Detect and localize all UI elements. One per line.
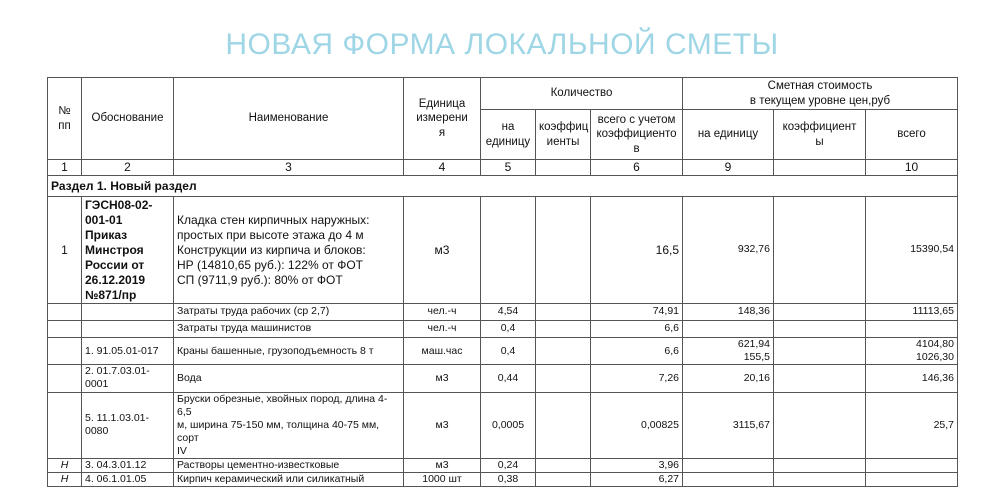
col-number: 4 bbox=[404, 160, 481, 176]
row-c-per-unit: 621,94 155,5 bbox=[683, 338, 774, 365]
header-q-total: всего с учетом коэффициенто в bbox=[591, 110, 683, 160]
row-q-coef bbox=[536, 304, 591, 321]
row-q-total: 6,6 bbox=[591, 321, 683, 338]
row-q-coef bbox=[536, 473, 591, 487]
row-c-coef bbox=[774, 338, 866, 365]
row-name: Растворы цементно-известковые bbox=[174, 459, 404, 473]
table-row bbox=[48, 338, 958, 365]
col-number: 1 bbox=[48, 160, 82, 176]
header-num: № пп bbox=[48, 78, 82, 160]
item-basis: ГЭСН08-02- 001-01 Приказ Минстроя России от 26.12.2019 №871/пр bbox=[82, 197, 174, 304]
header-q-coef: коэффиц иенты bbox=[536, 110, 591, 160]
row-q-total: 0,00825 bbox=[591, 392, 683, 459]
row-q-coef bbox=[536, 365, 591, 392]
col-number: 10 bbox=[866, 160, 958, 176]
row-c-per-unit bbox=[683, 321, 774, 338]
row-q-total: 3,96 bbox=[591, 459, 683, 473]
column-number-row bbox=[48, 160, 958, 176]
row-q-coef bbox=[536, 392, 591, 459]
row-c-total: 25,7 bbox=[866, 392, 958, 459]
row-basis: 3. 04.3.01.12 bbox=[82, 459, 174, 473]
header-c-total: всего bbox=[866, 110, 958, 160]
header-basis: Обоснование bbox=[82, 78, 174, 160]
header-c-per-unit: на единицу bbox=[683, 110, 774, 160]
row-c-total bbox=[866, 321, 958, 338]
header-name: Наименование bbox=[174, 78, 404, 160]
header-c-coef: коэффициент ы bbox=[774, 110, 866, 160]
row-mark bbox=[48, 304, 82, 321]
row-c-coef bbox=[774, 459, 866, 473]
row-q-per-unit: 0,44 bbox=[481, 365, 536, 392]
row-c-total bbox=[866, 473, 958, 487]
row-unit: маш.час bbox=[404, 338, 481, 365]
row-q-per-unit: 0,4 bbox=[481, 321, 536, 338]
row-name: Вода bbox=[174, 365, 404, 392]
row-name: Затраты труда машинистов bbox=[174, 321, 404, 338]
section-row bbox=[48, 176, 958, 197]
row-c-total bbox=[866, 459, 958, 473]
table-row bbox=[48, 473, 958, 487]
row-q-per-unit: 0,24 bbox=[481, 459, 536, 473]
row-mark bbox=[48, 392, 82, 459]
item-c-total: 15390,54 bbox=[866, 197, 958, 304]
row-q-total: 6,27 bbox=[591, 473, 683, 487]
row-c-coef bbox=[774, 321, 866, 338]
row-mark bbox=[48, 365, 82, 392]
row-mark: Н bbox=[48, 473, 82, 487]
row-basis: 4. 06.1.01.05 bbox=[82, 473, 174, 487]
row-basis: 5. 11.1.03.01-0080 bbox=[82, 392, 174, 459]
table-row bbox=[48, 304, 958, 321]
row-basis bbox=[82, 304, 174, 321]
page-title: НОВАЯ ФОРМА ЛОКАЛЬНОЙ СМЕТЫ bbox=[225, 28, 779, 61]
row-c-total: 4104,80 1026,30 bbox=[866, 338, 958, 365]
item-unit: м3 bbox=[404, 197, 481, 304]
row-q-per-unit: 4,54 bbox=[481, 304, 536, 321]
row-mark bbox=[48, 321, 82, 338]
col-number: 6 bbox=[591, 160, 683, 176]
header-q-per-unit: на единицу bbox=[481, 110, 536, 160]
row-c-total: 11113,65 bbox=[866, 304, 958, 321]
row-unit: 1000 шт bbox=[404, 473, 481, 487]
header-row-1 bbox=[48, 78, 958, 110]
row-name: Затраты труда рабочих (ср 2,7) bbox=[174, 304, 404, 321]
row-basis: 2. 01.7.03.01-0001 bbox=[82, 365, 174, 392]
row-name: Кирпич керамический или силикатный bbox=[174, 473, 404, 487]
row-mark bbox=[48, 338, 82, 365]
row-q-coef bbox=[536, 459, 591, 473]
table-row bbox=[48, 321, 958, 338]
row-c-coef bbox=[774, 392, 866, 459]
row-unit: м3 bbox=[404, 459, 481, 473]
table-row bbox=[48, 459, 958, 473]
item-num: 1 bbox=[48, 197, 82, 304]
row-q-total: 7,26 bbox=[591, 365, 683, 392]
main-item-row bbox=[48, 197, 958, 304]
col-number: 9 bbox=[683, 160, 774, 176]
col-number: 3 bbox=[174, 160, 404, 176]
row-unit: чел.-ч bbox=[404, 304, 481, 321]
row-q-total: 6,6 bbox=[591, 338, 683, 365]
row-basis: 1. 91.05.01-017 bbox=[82, 338, 174, 365]
row-q-per-unit: 0,4 bbox=[481, 338, 536, 365]
row-name: Бруски обрезные, хвойных пород, длина 4-6,5 м, ширина 75-150 мм, толщина 40-75 мм, сорт IV bbox=[174, 392, 404, 459]
row-c-coef bbox=[774, 365, 866, 392]
row-basis bbox=[82, 321, 174, 338]
col-number: 2 bbox=[82, 160, 174, 176]
header-unit: Единица измерени я bbox=[404, 78, 481, 160]
row-c-per-unit: 20,16 bbox=[683, 365, 774, 392]
header-cost: Сметная стоимость в текущем уровне цен,руб bbox=[683, 78, 958, 110]
item-q-total: 16,5 bbox=[591, 197, 683, 304]
col-number: 5 bbox=[481, 160, 536, 176]
row-q-per-unit: 0,0005 bbox=[481, 392, 536, 459]
row-c-per-unit: 3115,67 bbox=[683, 392, 774, 459]
section-title: Раздел 1. Новый раздел bbox=[48, 176, 958, 197]
row-mark: Н bbox=[48, 459, 82, 473]
row-unit: м3 bbox=[404, 392, 481, 459]
row-q-total: 74,91 bbox=[591, 304, 683, 321]
row-q-per-unit: 0,38 bbox=[481, 473, 536, 487]
row-name: Краны башенные, грузоподъемность 8 т bbox=[174, 338, 404, 365]
table-row bbox=[48, 392, 958, 459]
header-quantity: Количество bbox=[481, 78, 683, 110]
row-c-total: 146,36 bbox=[866, 365, 958, 392]
row-c-coef bbox=[774, 304, 866, 321]
estimate-table bbox=[47, 77, 958, 487]
row-q-coef bbox=[536, 338, 591, 365]
row-c-per-unit bbox=[683, 459, 774, 473]
table-row bbox=[48, 365, 958, 392]
row-c-per-unit bbox=[683, 473, 774, 487]
row-unit: м3 bbox=[404, 365, 481, 392]
row-c-per-unit: 148,36 bbox=[683, 304, 774, 321]
row-q-coef bbox=[536, 321, 591, 338]
row-c-coef bbox=[774, 473, 866, 487]
item-c-per-unit: 932,76 bbox=[683, 197, 774, 304]
item-name: Кладка стен кирпичных наружных: простых при высоте этажа до 4 м Конструкции из кирпича и блоков: НР (14810,65 руб.): 122% от ФОТ СП (9711,9 руб.): 80% от ФОТ bbox=[174, 197, 404, 304]
row-unit: чел.-ч bbox=[404, 321, 481, 338]
